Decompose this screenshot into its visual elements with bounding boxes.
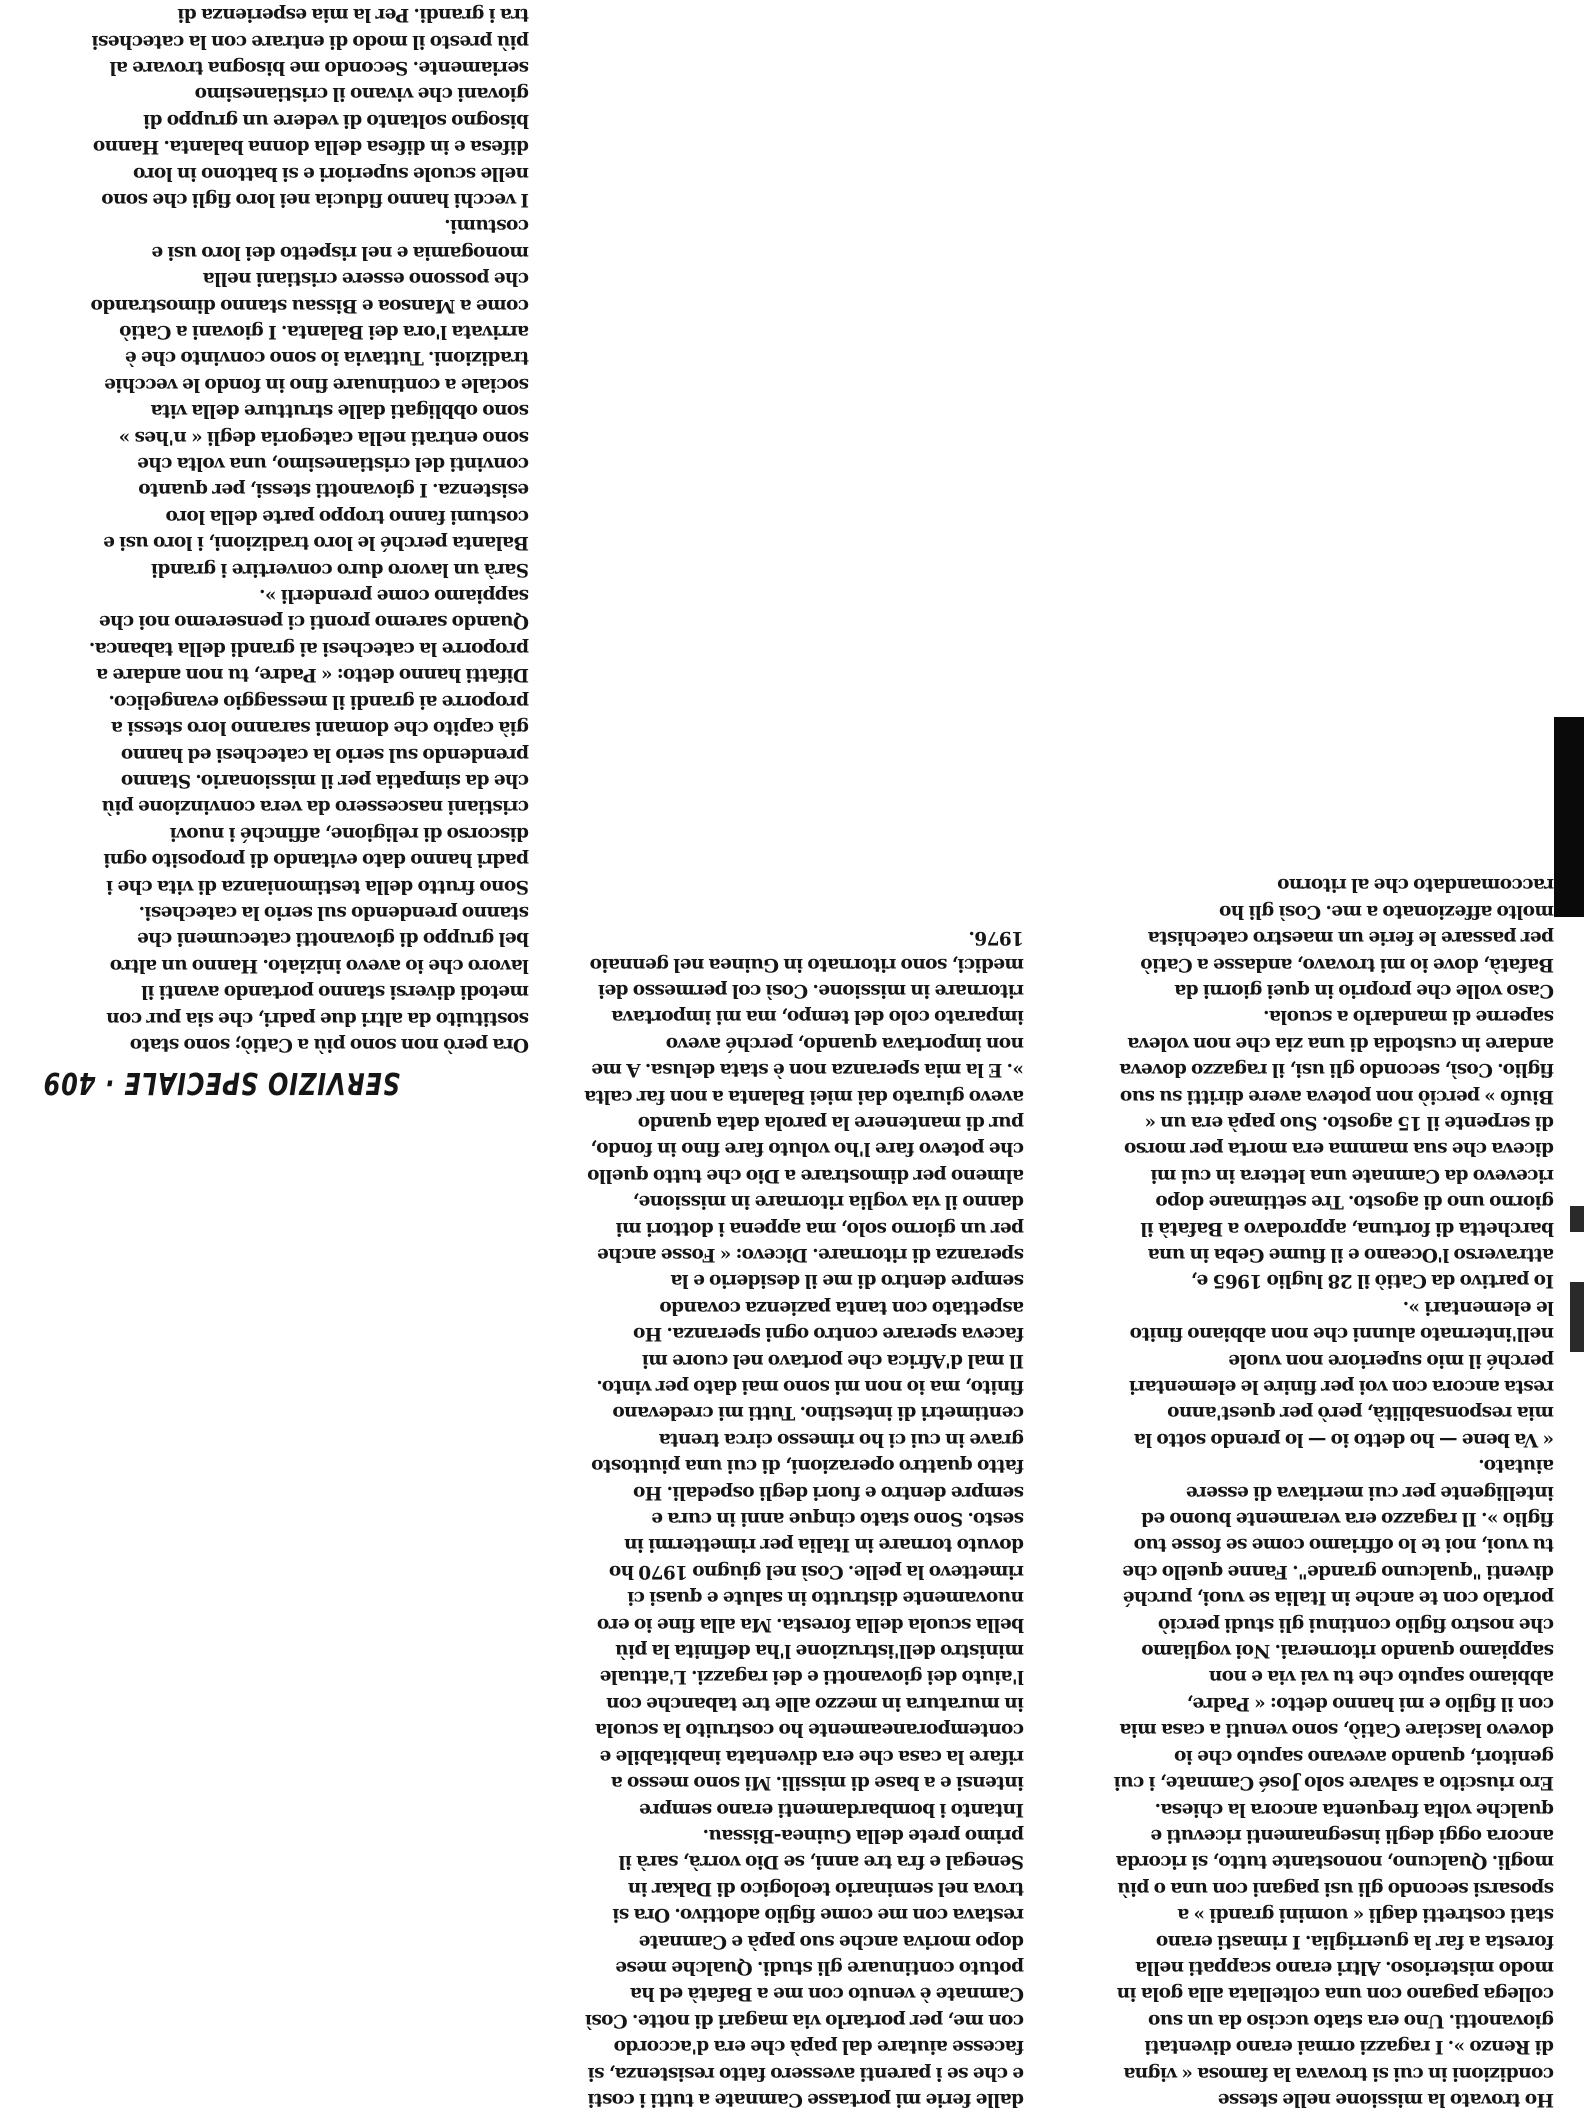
running-head: SERVIZIO SPECIALE · 409 bbox=[42, 1065, 400, 1100]
text-column-1: Ho trovato la missione nelle stesse condizioni in cui si trovava la famosa « vigna di Renzo ». I ragazzi ormai erano diventati giovanotti. Uno era stato ucciso da un suo collega pagano con una coltellata alla gola in modo misterioso. Altri erano scappati nella foresta a far la guerriglia. I rimasti erano stati costretti dagli « uomini grandi » a sposarsi secondo gli usi pagani con una o più mogli. Qualcuno, nonostante tutto, si ricorda ancora oggi degli insegnamenti ricevuti e qualche volta frequenta ancora la chiesa. Ero riuscito a salvare solo José Camnate, i cui genitori, quando avevano saputo che io dovevo lasciare Catiò, sono venuti a casa mia con il figlio e mi hanno detto: « Padre, abbiamo saputo che tu vai via e non sappiamo quando ritornerai. Noi vogliamo che nostro figlio continui gli studi perciò portalo con te anche in Italia se vuoi, purché diventi "qualcuno grande". Fanne quello che tu vuoi, noi te lo offriamo come se fosse tuo figlio ». Il ragazzo era veramente buono ed intelligente per cui meritava di essere aiutato. « Va bene — ho detto io — lo prendo sotto la mia responsabilità, però per quest'anno resta ancora con voi per finire le elementari perché il mio superiore non vuole nell'internato alunni che non abbiano finito le elementari ». Io partivo da Catiò il 28 luglio 1965 e, attraverso l'Oceano e il fiume Geba in una barchetta di fortuna, approdavo a Bafatà il giorno uno di agosto. Tre settimane dopo ricevevo da Camnate una lettera in cui mi diceva che sua mamma era morta per morso di serpente il 15 agosto. Suo papà era un « Biufo » perciò non poteva avere diritti su suo figlio. Così, secondo gli usi, il ragazzo doveva andare in custodia di una zia che non voleva saperne di mandarlo a scuola. Caso volle che proprio in quei giorni da Bafatà, dove io mi trovavo, andasse a Catiò per passare le ferie un maestro catechista molto affezionato a me. Così gli ho raccomandato che al ritorno bbox=[1114, 874, 1554, 2110]
text-column-3: Ora però non sono più a Catiò; sono stato sostituito da altri due padri, che sia pur con metodi diversi stanno portando avanti il lavoro che io avevo iniziato. Hanno un altro bel gruppo di giovanotti catecumeni che stanno prendendo sul serio la catechesi. Sono frutto della testimonianza di vita che i padri hanno dato evitando di proposito ogni discorso di religione, affinché i nuovi cristiani nascessero da vera convinzione più che da simpatia per il missionario. Stanno prendendo sul serio la catechesi ed hanno già capito che domani saranno loro stessi a proporre ai grandi il messaggio evangelico. Difatti hanno detto: « Padre, tu non andare a proporre la catechesi ai grandi della tabanca. Quando saremo pronti ci penseremo noi che sappiamo come prenderli ». Sarà un lavoro duro convertire i grandi Balanta perché le loro tradizioni, i loro usi e costumi fanno troppo parte della loro esistenza. I giovanotti stessi, per quanto convinti del cristianesimo, una volta che sono entrati nella categoria degli « n'hes » sono obbligati dalle strutture della vita sociale a continuare fino in fondo le vecchie tradizioni. Tuttavia io sono convinto che è arrivata l'ora dei Balanta. I giovani a Catiò come a Mansoa e Bissau stanno dimostrando che possono essere cristiani nella monogamia e nel rispetto dei loro usi e costumi. I vecchi hanno fiducia nei loro figli che sono nelle scuole superiori e si battono in loro difesa e in difesa della donna balanta. Hanno bisogno soltanto di vedere un gruppo di giovani che vivano il cristianesimo seriamente. Secondo me bisogna trovare al più presto il modo di entrare con la catechesi tra i grandi. Per la mia esperienza di bbox=[89, 4, 529, 1055]
scan-edge-marker bbox=[1554, 717, 1584, 917]
scan-edge-noise bbox=[1570, 1282, 1584, 1352]
scan-edge-noise bbox=[1570, 1206, 1584, 1232]
text-column-2: dalle ferie mi portasse Camnate a tutti i costi e che se i parenti avessero fatto resistenza, si facesse aiutare dal papà che era d'accordo con me, per portarlo via magari di notte. Così Camnate è venuto con me a Bafatà ed ha potuto continuare gli studi. Qualche mese dopo moriva anche suo papà e Camnate restava con me come figlio adottivo. Ora si trova nel seminario teologico di Dakar in Senegal e fra tre anni, se Dio vorrà, sarà il primo prete della Guinea-Bissau. Intanto i bombardamenti erano sempre intensi e a base di missili. Mi sono messo a rifare la casa che era diventata inabitabile e contemporaneamente ho costruito la scuola in muratura in mezzo alle tre tabanche con l'aiuto dei giovanotti e dei ragazzi. L'attuale ministro dell'istruzione l'ha definita la più bella scuola della foresta. Ma alla fine io ero nuovamente distrutto in salute e quasi ci rimettevo la pelle. Così nel giugno 1970 ho dovuto tornare in Italia per rimettermi in sesto. Sono stato cinque anni in cura e sempre dentro e fuori degli ospedali. Ho fatto quattro operazioni, di cui una piuttosto grave in cui ci ho rimesso circa trenta centimetri di intestino. Tutti mi credevano finito, ma io non mi sono mai dato per vinto. Il mal d'Africa che portavo nel cuore mi faceva sperare contro ogni speranza. Ho aspettato con tanta pazienza covando sempre dentro di me il desiderio e la speranza di ritornare. Dicevo: « Fosse anche per un giorno solo, ma appena i dottori mi danno il via voglia ritornare in missione, almeno per dimostrare a Dio che tutto quello che potevo fare l'ho voluto fare fino in fondo, pur di mantenere la parola data quando avevo giurato dai miei Balanta a non far calta ». E la mia speranza non è stata delusa. A me non importava quando, perché avevo imparato colo del tempo, ma mi importava ritornare in missione. Così col permesso dei medici, sono ritornato in Guinea nel gennaio 1976. bbox=[584, 927, 1024, 2110]
